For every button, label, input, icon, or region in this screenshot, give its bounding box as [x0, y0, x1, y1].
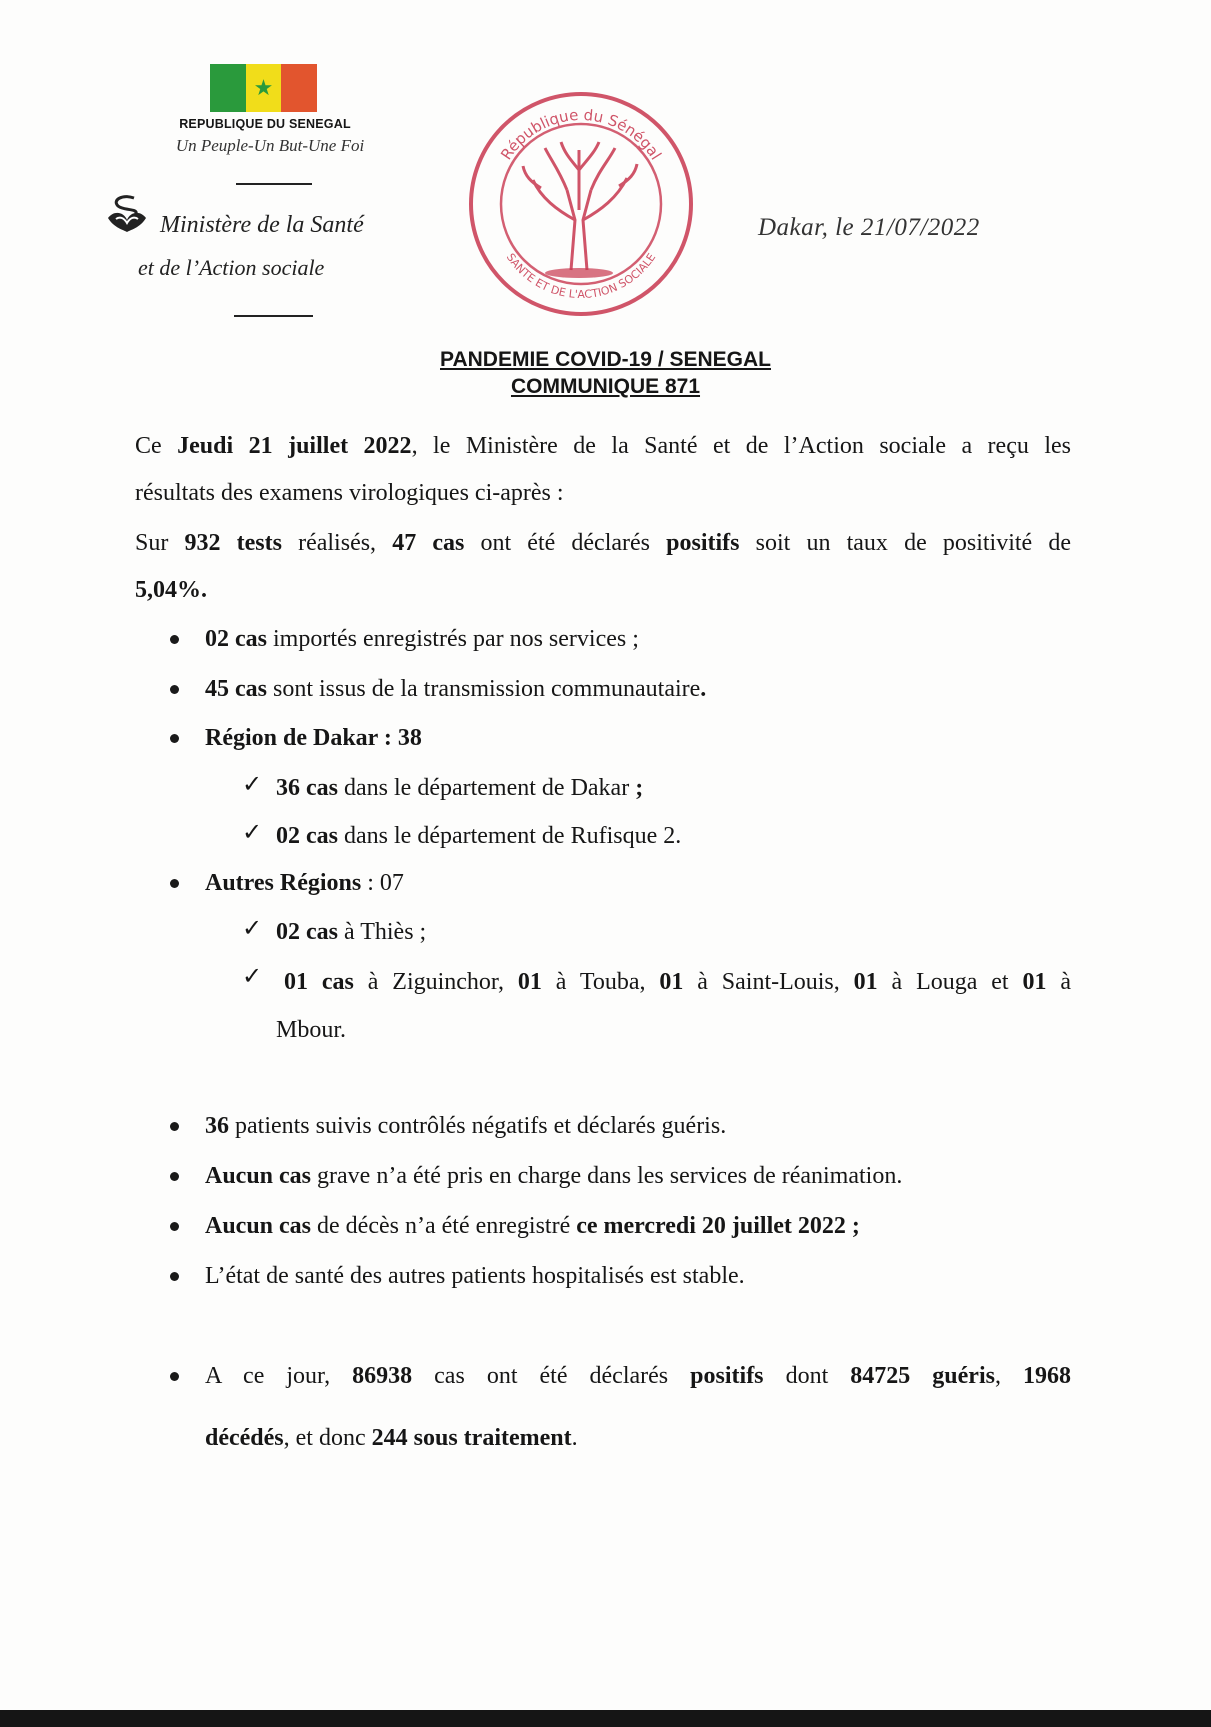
bullet-icon [170, 1222, 182, 1234]
list-item-community: 45 cas sont issus de la transmission communautaire. [205, 676, 707, 702]
bullet-icon [170, 1372, 182, 1384]
checkmark-icon: ✓ [242, 916, 263, 942]
bullet-icon [170, 1272, 182, 1284]
list-item-imported: 02 cas importés enregistrés par nos services ; [205, 626, 639, 652]
official-seal-stamp [467, 90, 695, 318]
list-item-other-regions: Autres Régions : 07 [205, 870, 404, 896]
bullet-icon [170, 685, 182, 697]
list-item-grave: Aucun cas grave n’a été pris en charge dans les services de réanimation. [205, 1163, 903, 1189]
svg-text:SANTE ET DE L'ACTION SOCIALE: SANTE ET DE L'ACTION SOCIALE [503, 250, 659, 302]
divider [234, 315, 313, 317]
list-item-deaths: Aucun cas de décès n’a été enregistré ce mercredi 20 juillet 2022 ; [205, 1213, 860, 1239]
ministry-name-line1: Ministère de la Santé [160, 212, 364, 238]
bullet-icon [170, 1122, 182, 1134]
bullet-icon [170, 879, 182, 891]
ministry-name-line2: et de l’Action sociale [138, 255, 325, 280]
totals-line-1: A ce jour, 86938 cas ont été déclarés positifs dont 84725 guéris, 1968 [205, 1363, 1071, 1389]
national-motto: Un Peuple-Un But-Une Foi [175, 136, 365, 155]
intro-line-1: Ce Jeudi 21 juillet 2022, le Ministère de la Santé et de l’Action sociale a reçu les [135, 433, 1071, 459]
list-subitem-thies: 02 cas à Thiès ; [276, 919, 427, 945]
list-subitem-dakar-dept: 36 cas dans le département de Dakar ; [276, 775, 644, 801]
intro-line-3: Sur 932 tests réalisés, 47 cas ont été déclarés positifs soit un taux de positivité de [135, 530, 1071, 556]
divider [236, 183, 312, 185]
positivity-rate: 5,04%. [135, 577, 207, 603]
communique-number: COMMUNIQUE 871 [510, 375, 701, 398]
senegal-flag-icon: ★ [210, 64, 317, 112]
checkmark-icon: ✓ [242, 820, 263, 846]
list-subitem-others: 01 cas à Ziguinchor, 01 à Touba, 01 à Saint-Louis, 01 à Louga et 01 à [284, 969, 1072, 995]
bullet-icon [170, 1172, 182, 1184]
bottom-bar [0, 1710, 1211, 1727]
svg-text:République du Sénégal: République du Sénégal [497, 105, 666, 164]
ministry-logo-icon [104, 194, 150, 234]
checkmark-icon: ✓ [242, 964, 263, 990]
country-name: REPUBLIQUE DU SENEGAL [179, 117, 351, 131]
communique-title: PANDEMIE COVID-19 / SENEGAL [440, 348, 771, 371]
list-subitem-rufisque: 02 cas dans le département de Rufisque 2. [276, 823, 682, 849]
bullet-icon [170, 635, 182, 647]
totals-line-2: décédés, et donc 244 sous traitement. [205, 1425, 578, 1451]
dateline: Dakar, le 21/07/2022 [758, 214, 980, 241]
intro-line-2: résultats des examens virologiques ci-après : [135, 480, 564, 506]
list-item-dakar-region: Région de Dakar : 38 [205, 725, 422, 751]
list-item-cured: 36 patients suivis contrôlés négatifs et déclarés guéris. [205, 1113, 727, 1139]
bullet-icon [170, 734, 182, 746]
checkmark-icon: ✓ [242, 772, 263, 798]
list-item-stable: L’état de santé des autres patients hospitalisés est stable. [205, 1263, 745, 1289]
list-subitem-others-cont: Mbour. [276, 1017, 347, 1043]
